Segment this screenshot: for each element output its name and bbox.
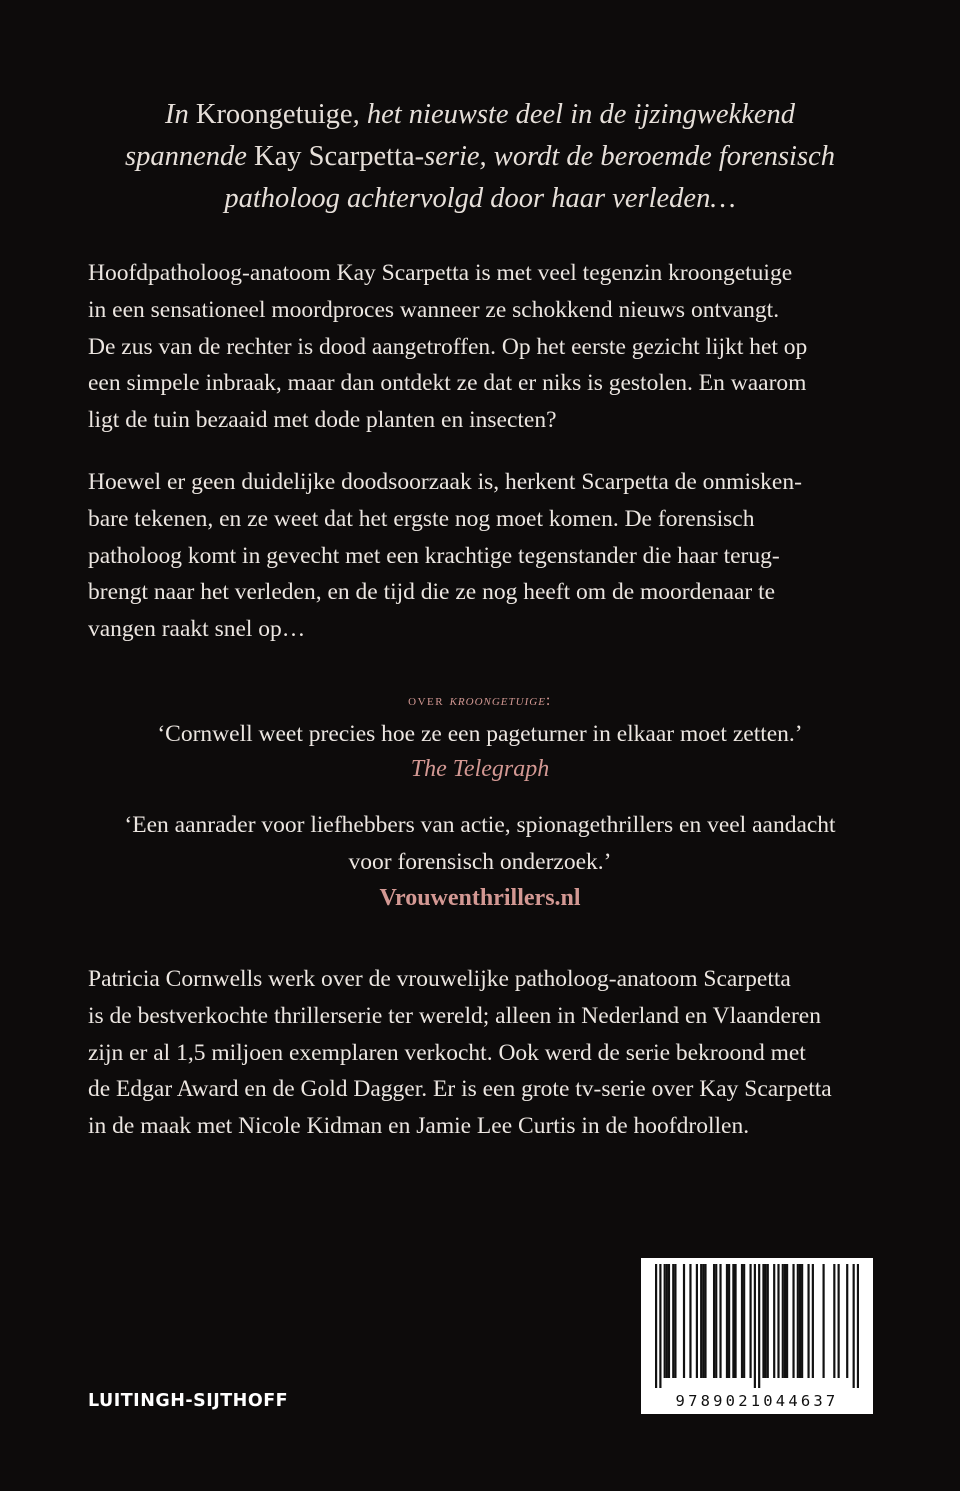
barcode-bar (666, 1264, 668, 1378)
barcode-bar (782, 1264, 784, 1378)
barcode-bar (754, 1264, 756, 1388)
review-quote-1: ‘Cornwell weet precies hoe ze een pageturner in elkaar moet zetten.’ (157, 721, 803, 747)
reviews-heading-title: kroongetuige (449, 692, 546, 709)
barcode-bar (777, 1264, 779, 1378)
barcode-bar (767, 1264, 769, 1378)
text-line: vangen raakt snel op… (88, 616, 306, 643)
barcode-bar (741, 1264, 743, 1378)
barcode-bar (773, 1264, 775, 1378)
text-line: ligt de tuin bezaaid met dode planten en insecten? (88, 407, 557, 434)
text-line: Hoewel er geen duidelijke doodsoorzaak is, herkent Scarpetta de onmisken- (88, 469, 802, 495)
barcode-bar (758, 1264, 760, 1388)
barcode-bar (784, 1264, 786, 1378)
intro-line-3: patholoog achtervolgd door haar verleden… (224, 183, 736, 214)
barcode-bar (838, 1264, 840, 1378)
intro-line-1 (110, 94, 850, 136)
barcode-bar (704, 1264, 706, 1378)
barcode-bar (743, 1264, 745, 1378)
barcode-bar (664, 1264, 666, 1378)
barcode-bar (734, 1264, 736, 1378)
review-source-1: The Telegraph (410, 755, 550, 782)
barcode-bar (801, 1264, 803, 1378)
barcode-bar (702, 1264, 704, 1378)
barcode-bar (799, 1264, 801, 1378)
intro-text: , het nieuwste deel in de ijzingwekkend (352, 99, 795, 130)
barcode-bar (786, 1264, 788, 1378)
barcode-bar (726, 1264, 728, 1378)
barcode-bar (655, 1264, 657, 1388)
barcode-bar (683, 1264, 685, 1378)
barcode-bar (700, 1264, 702, 1378)
review-source-2: Vrouwenthrillers.nl (379, 885, 581, 912)
barcode-bar (822, 1264, 824, 1378)
intro-blurb (110, 94, 850, 220)
barcode-bar (833, 1264, 835, 1378)
publisher-logo: LUITINGH-SIJTHOFF (88, 1391, 289, 1411)
barcode-bar (689, 1264, 691, 1378)
book-title: Kroongetuige (188, 99, 353, 130)
barcode-bar (672, 1264, 674, 1378)
text-line: patholoog komt in gevecht met een krachtige tegenstander die haar terug- (88, 542, 780, 569)
barcode-bar (807, 1264, 809, 1378)
barcode-bar (674, 1264, 676, 1378)
intro-text: spannende (125, 141, 247, 172)
barcode-bar (797, 1264, 799, 1378)
author-paragraph (88, 961, 878, 1145)
text-line: Hoofdpatholoog-anatoom Kay Scarpetta is met veel tegenzin kroongetuige (88, 260, 793, 286)
text-line: de Edgar Award en de Gold Dagger. Er is een grote tv-serie over Kay Scarpetta (88, 1076, 832, 1103)
barcode-bar (792, 1264, 794, 1378)
text-line: een simpele inbraak, maar dan ontdekt ze dat er niks is gestolen. En waarom (88, 370, 807, 397)
reviews-heading-prefix: over (408, 692, 450, 709)
synopsis-paragraph-1 (88, 255, 878, 439)
isbn-number: 9789021044637 (675, 1392, 839, 1410)
reviews-heading-suffix: : (545, 692, 552, 709)
text-line: brengt naar het verleden, en de tijd die ze nog heeft om de moordenaar te (88, 579, 776, 606)
isbn-barcode (641, 1258, 873, 1414)
reviews-heading (0, 690, 960, 712)
intro-text: -serie, wordt de beroemde forensisch (414, 141, 835, 172)
barcode-bar (812, 1264, 814, 1378)
synopsis-paragraph-2 (88, 464, 878, 648)
barcode-bars (655, 1264, 859, 1388)
barcode-bar (719, 1264, 721, 1378)
barcode-bar (765, 1264, 767, 1378)
review-quote-2-line-2: voor forensisch onderzoek.’ (348, 848, 612, 875)
text-line: zijn er al 1,5 miljoen exemplaren verkocht. Ook werd de serie bekroond met (88, 1039, 806, 1066)
barcode-bar (715, 1264, 717, 1378)
barcode-bar (696, 1264, 698, 1378)
text-line: in een sensationeel moordproces wanneer ze schokkend nieuws ontvangt. (88, 296, 780, 323)
barcode-bar (732, 1264, 734, 1378)
barcode-bar (713, 1264, 715, 1378)
review-quote-2-line-1: ‘Een aanrader voor liefhebbers van actie, spionagethrillers en veel aandacht (124, 811, 836, 838)
text-line: bare tekenen, en ze weet dat het ergste nog moet komen. De forensisch (88, 505, 755, 532)
press-reviews (0, 690, 960, 916)
intro-text: In (164, 99, 189, 130)
barcode-bar (659, 1264, 661, 1388)
text-line: is de bestverkochte thrillerserie ter wereld; alleen in Nederland en Vlaanderen (88, 1002, 821, 1029)
barcode-bar (728, 1264, 730, 1378)
barcode-bar (846, 1264, 848, 1378)
text-line: in de maak met Nicole Kidman en Jamie Lee Curtis in de hoofdrollen. (88, 1113, 750, 1140)
barcode-bar (857, 1264, 859, 1388)
barcode-bar (668, 1264, 670, 1378)
barcode-bar (762, 1264, 764, 1378)
series-name: Kay Scarpetta (246, 141, 415, 172)
text-line: De zus van de rechter is dood aangetroffen. Op het eerste gezicht lijkt het op (88, 333, 808, 360)
barcode-bar (749, 1264, 751, 1378)
text-line: Patricia Cornwells werk over de vrouwelijke patholoog-anatoom Scarpetta (88, 966, 791, 992)
barcode-bar (853, 1264, 855, 1388)
intro-line-2 (110, 136, 850, 178)
